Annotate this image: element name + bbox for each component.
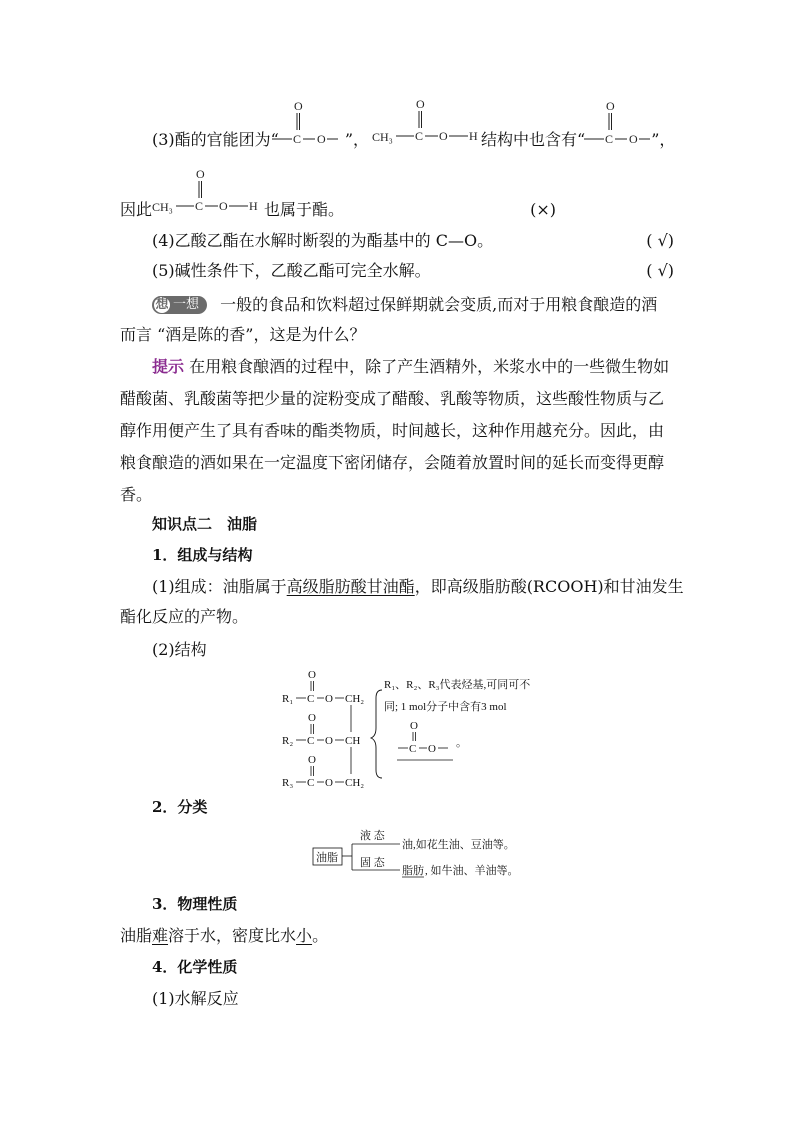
item5 bbox=[152, 257, 676, 285]
physical-property bbox=[120, 922, 676, 950]
item4-text: (4)乙酸乙酯在水解时断裂的为酯基中的 C—O。 bbox=[152, 231, 494, 250]
hydrolysis-label: (1)水解反应 bbox=[152, 989, 239, 1008]
section1-title: 1．组成与结构 bbox=[152, 546, 253, 564]
struct-note-2: 同; 1 mol分子中含有3 mol bbox=[384, 701, 507, 713]
composition-b: ，即高级脂肪酸(RCOOH)和甘油发生 bbox=[414, 577, 684, 596]
classify-solid-desc: , 如牛油、羊油等。 bbox=[425, 865, 519, 877]
composition-a: (1)组成：油脂属于 bbox=[152, 577, 287, 596]
formula-h: H bbox=[249, 199, 258, 213]
composition-line1 bbox=[152, 573, 684, 601]
think-badge bbox=[152, 296, 207, 314]
struct-ch: CH bbox=[345, 735, 361, 747]
item4 bbox=[152, 227, 676, 255]
struct-c1: C bbox=[307, 693, 315, 705]
think-question-1: 一般的食品和饮料超过保鲜期就会变质,而对于用粮食酿造的酒 bbox=[220, 295, 658, 314]
item3-end: ”， bbox=[651, 130, 676, 149]
item3-mid2: 结构中也含有“ bbox=[481, 130, 586, 149]
struct-ch2-3: CH₂ bbox=[345, 777, 365, 789]
think-line1 bbox=[152, 291, 676, 319]
struct-r1: R₁ bbox=[282, 693, 294, 705]
struct-note-1: R₁、R₂、R₃代表烃基,可同可不 bbox=[384, 679, 531, 691]
item3-mark: (×) bbox=[530, 200, 556, 219]
composition-underlined: 高级脂肪酸甘油酯 bbox=[286, 577, 415, 596]
item3-mid: ”， bbox=[344, 130, 370, 149]
struct-o1: O bbox=[325, 693, 333, 705]
formula-c: C bbox=[195, 199, 204, 213]
struct-c2: C bbox=[307, 735, 315, 747]
phys-underlined-2: 小 bbox=[296, 926, 313, 945]
knowledge-point-title: 知识点二 油脂 bbox=[152, 515, 258, 533]
formula-o: O bbox=[196, 167, 205, 181]
formula-c: C bbox=[415, 129, 424, 143]
formula-o2: O bbox=[629, 132, 638, 146]
hint-text-4: 粮食酿造的酒如果在一定温度下密闭储存，会随着放置时间的延长而变得更醇 bbox=[120, 453, 665, 472]
struct-r3: R₃ bbox=[282, 777, 294, 789]
item3-line2-start: 因此 bbox=[120, 200, 153, 219]
formula-o: O bbox=[606, 99, 615, 113]
phys-b: 溶于水，密度比水 bbox=[168, 926, 297, 945]
think-badge-char: 想 bbox=[155, 297, 169, 312]
formula-h: H bbox=[469, 129, 478, 143]
classify-solid: 固 态 bbox=[360, 857, 385, 869]
item3-label: (3)酯的官能团为“ bbox=[152, 130, 279, 149]
think-question-2: 而言 “酒是陈的香”，这是为什么？ bbox=[120, 325, 366, 344]
ester-group-formula bbox=[272, 98, 338, 148]
formula-c: C bbox=[293, 132, 302, 146]
classify-liquid: 液 态 bbox=[360, 830, 385, 842]
triglyceride-structure bbox=[278, 666, 558, 790]
struct-o-top2: O bbox=[308, 712, 316, 724]
formula-o: O bbox=[416, 97, 425, 111]
composition-line2: 酯化反应的产物。 bbox=[120, 607, 249, 626]
item5-mark: ( √) bbox=[646, 261, 674, 280]
struct-note-o: O bbox=[428, 743, 436, 755]
struct-o-top1: O bbox=[308, 669, 316, 681]
struct-note-end: 。 bbox=[456, 737, 467, 749]
classify-liquid-desc: 油,如花生油、豆油等。 bbox=[402, 839, 515, 851]
struct-c3: C bbox=[307, 777, 315, 789]
formula-o: O bbox=[294, 99, 303, 113]
formula-ch3: CH₃ bbox=[372, 130, 393, 144]
item3-line2-end: 也属于酯。 bbox=[264, 200, 345, 219]
struct-note-c: C bbox=[409, 743, 417, 755]
struct-ch2-1: CH₂ bbox=[345, 693, 365, 705]
ester-group-formula-2 bbox=[584, 98, 650, 148]
struct-o2: O bbox=[325, 735, 333, 747]
acetic-acid-formula-2 bbox=[152, 166, 262, 218]
struct-r2: R₂ bbox=[282, 735, 294, 747]
hint-text-3: 醇作用便产生了具有香味的酯类物质，时间越长，这种作用越充分。因此，由 bbox=[120, 421, 665, 440]
phys-underlined-1: 难 bbox=[152, 926, 169, 945]
phys-c: 。 bbox=[312, 926, 329, 945]
hint-label: 提示 bbox=[152, 357, 185, 376]
think-line2 bbox=[120, 321, 676, 349]
hint-text-2: 醋酸菌、乳酸菌等把少量的淀粉变成了醋酸、乳酸等物质，这些酸性物质与乙 bbox=[120, 389, 665, 408]
classification-diagram bbox=[312, 826, 532, 884]
hint-text-1: 在用粮食酿酒的过程中，除了产生酒精外，米浆水中的一些微生物如 bbox=[189, 357, 670, 376]
phys-a: 油脂 bbox=[120, 926, 153, 945]
item4-mark: ( √) bbox=[646, 231, 674, 250]
section3-title: 3．物理性质 bbox=[152, 895, 238, 913]
item5-text: (5)碱性条件下，乙酸乙酯可完全水解。 bbox=[152, 261, 431, 280]
section2-title: 2．分类 bbox=[152, 798, 208, 816]
section4-title: 4．化学性质 bbox=[152, 958, 238, 976]
formula-ch3: CH₃ bbox=[152, 200, 173, 214]
classify-root: 油脂 bbox=[316, 852, 338, 864]
acetic-acid-formula bbox=[372, 96, 482, 148]
struct-note-o-top: O bbox=[410, 720, 418, 732]
structure-label: (2)结构 bbox=[152, 640, 207, 659]
formula-o2: O bbox=[439, 129, 448, 143]
hint-text-5: 香。 bbox=[120, 485, 153, 504]
think-badge-text: 一想 bbox=[173, 297, 200, 312]
struct-o3: O bbox=[325, 777, 333, 789]
classify-solid-underlined: 脂肪 bbox=[402, 865, 424, 877]
struct-o-top3: O bbox=[308, 754, 316, 766]
formula-o2: O bbox=[219, 199, 228, 213]
formula-c: C bbox=[605, 132, 614, 146]
formula-o2: O bbox=[317, 132, 326, 146]
hint-line1 bbox=[152, 353, 676, 381]
